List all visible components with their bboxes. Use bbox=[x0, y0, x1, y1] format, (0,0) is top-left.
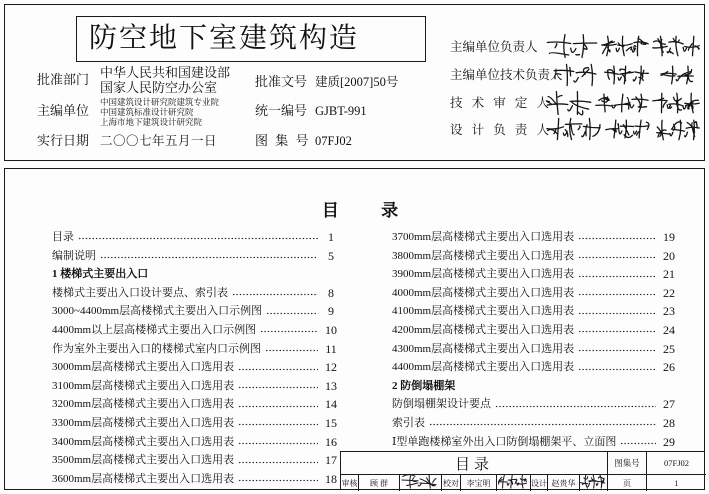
toc-entry bbox=[52, 470, 342, 489]
dot-leader bbox=[578, 265, 656, 284]
toc-entry bbox=[392, 340, 680, 359]
toc-page-number: 9 bbox=[328, 304, 334, 319]
chief-editor-label: 主编单位 bbox=[37, 103, 90, 118]
toc-entry-title: 3100mm层高楼梯式主要出入口选用表 bbox=[52, 379, 235, 392]
toc-entry-title: 1 楼梯式主要出入口 bbox=[52, 268, 149, 281]
toc-page-number: 27 bbox=[663, 397, 675, 412]
atlas-title: 防空地下室建筑构造 bbox=[89, 23, 360, 54]
toc-entry bbox=[392, 228, 680, 247]
atlas-no-label: 图 集 号 bbox=[255, 133, 309, 148]
atlas-no-value: 07FJ02 bbox=[646, 452, 706, 474]
approval-no-label: 批准文号 bbox=[255, 74, 308, 89]
signature bbox=[546, 117, 601, 141]
toc-entry-title: 3900mm层高楼梯式主要出入口选用表 bbox=[392, 268, 575, 281]
toc-entry bbox=[392, 414, 680, 433]
toc-entry-title: 3200mm层高楼梯式主要出入口选用表 bbox=[52, 398, 235, 411]
dot-leader bbox=[578, 358, 656, 377]
toc-page-number: 8 bbox=[328, 285, 334, 300]
designer-name: 赵贵华 bbox=[547, 474, 579, 491]
toc-entry-title: 防倒塌棚架设计要点 bbox=[392, 398, 491, 411]
approval-no-value: 建质[2007]50号 bbox=[315, 75, 399, 89]
toc-entry-title: 4400mm层高楼梯式主要出入口选用表 bbox=[392, 361, 575, 374]
toc-entry bbox=[52, 321, 342, 340]
toc-entry-title: 目录 bbox=[52, 231, 74, 243]
signature-stroke bbox=[653, 36, 699, 55]
toc-page-number: 22 bbox=[663, 285, 675, 300]
dot-leader bbox=[578, 340, 656, 359]
toc-section-heading bbox=[392, 377, 680, 396]
signature-stroke bbox=[661, 66, 693, 84]
dot-leader bbox=[238, 433, 318, 452]
reviewer-label: 审核 bbox=[341, 474, 358, 491]
toc-entry-title: 3600mm层高楼梯式主要出入口选用表 bbox=[52, 472, 235, 485]
toc-entry-title: 4100mm层高楼梯式主要出入口选用表 bbox=[392, 305, 575, 318]
toc-page-number: 17 bbox=[325, 453, 337, 468]
toc-page-number: 5 bbox=[328, 248, 334, 263]
toc-entry bbox=[52, 377, 342, 396]
signature bbox=[660, 65, 694, 85]
toc-entry bbox=[52, 358, 342, 377]
toc-entry bbox=[392, 395, 680, 414]
signature bbox=[553, 63, 597, 87]
toc-page-number: 26 bbox=[663, 360, 675, 375]
toc-entry bbox=[392, 247, 680, 266]
signature bbox=[546, 90, 592, 116]
toc-page-number: 14 bbox=[325, 397, 337, 412]
toc-entry-title: 3000mm层高楼梯式主要出入口选用表 bbox=[52, 361, 235, 374]
toc-entry-title: 4300mm层高楼梯式主要出入口选用表 bbox=[392, 342, 575, 355]
signature bbox=[498, 474, 527, 489]
atlas-no-value: 07FJ02 bbox=[315, 134, 352, 148]
toc-entry-title: 3500mm层高楼梯式主要出入口选用表 bbox=[52, 454, 235, 467]
toc-entry bbox=[392, 321, 680, 340]
toc-page-number: 20 bbox=[663, 248, 675, 263]
toc-section-heading bbox=[52, 265, 342, 284]
signature-stroke bbox=[498, 475, 526, 488]
signature bbox=[656, 119, 700, 141]
signature-stroke bbox=[657, 120, 700, 139]
toc-entry bbox=[52, 433, 342, 452]
toc-entry-title: 索引表 bbox=[392, 416, 425, 429]
toc-entry bbox=[392, 302, 680, 321]
responsible-role-label: 主编单位负责人 bbox=[450, 40, 538, 54]
toc-page-number: 25 bbox=[663, 341, 675, 356]
toc-entry bbox=[52, 228, 342, 247]
toc-page-number: 16 bbox=[325, 434, 337, 449]
toc-entry bbox=[52, 284, 342, 303]
signature-stroke bbox=[546, 92, 590, 115]
toc-entry-title: 4200mm层高楼梯式主要出入口选用表 bbox=[392, 323, 575, 336]
page-number: 1 bbox=[646, 474, 706, 491]
signature-stroke bbox=[547, 118, 600, 139]
dot-leader bbox=[578, 247, 656, 266]
checker-label: 校对 bbox=[441, 474, 460, 491]
dot-leader bbox=[238, 451, 318, 470]
signature bbox=[580, 474, 605, 489]
signature-stroke bbox=[605, 66, 649, 84]
toc-page-number: 23 bbox=[663, 304, 675, 319]
dot-leader bbox=[238, 395, 318, 414]
unified-no-label: 统一编号 bbox=[255, 103, 308, 118]
dot-leader bbox=[578, 228, 656, 247]
signature bbox=[595, 93, 649, 113]
toc-page-number: 1 bbox=[328, 230, 334, 244]
designer-label: 设计 bbox=[530, 474, 547, 491]
toc-entry bbox=[52, 247, 342, 266]
signature bbox=[652, 92, 700, 114]
toc-entry-title: 2 防倒塌棚架 bbox=[392, 379, 456, 392]
signature-stroke bbox=[402, 475, 436, 489]
toc-entry-title: 3300mm层高楼梯式主要出入口选用表 bbox=[52, 416, 235, 429]
dot-leader bbox=[238, 414, 318, 433]
dot-leader bbox=[578, 302, 656, 321]
dot-leader bbox=[578, 321, 656, 340]
dot-leader bbox=[232, 284, 318, 303]
dot-leader bbox=[238, 470, 318, 489]
toc-entry bbox=[392, 284, 680, 303]
signature bbox=[546, 33, 598, 59]
toc-entry-title: 3000~4400mm层高楼梯式主要出入口示例图 bbox=[52, 305, 263, 318]
toc-entry bbox=[52, 414, 342, 433]
toc-entry-title: Ⅰ型单跑楼梯室外出入口防倒塌棚架平、立面图 bbox=[392, 435, 617, 448]
toc-page-number: 21 bbox=[663, 267, 675, 282]
toc-entry bbox=[52, 451, 342, 470]
dot-leader bbox=[578, 284, 656, 303]
signature bbox=[601, 35, 649, 57]
toc-entry-title: 4000mm层高楼梯式主要出入口选用表 bbox=[392, 286, 575, 299]
dot-leader bbox=[100, 247, 318, 266]
sheet-title: 目录 bbox=[454, 456, 493, 473]
chief-editor-unit-line: 上海市地下建筑设计研究院 bbox=[100, 117, 203, 127]
toc-page-number: 29 bbox=[663, 434, 675, 449]
page-label: 页 bbox=[607, 474, 646, 491]
dot-leader bbox=[238, 358, 318, 377]
atlas-no-label: 图集号 bbox=[607, 452, 646, 474]
signature-stroke bbox=[596, 94, 648, 112]
toc-entry-title: 编制说明 bbox=[52, 249, 96, 262]
responsible-role-label: 主编单位技术负责人 bbox=[450, 68, 563, 82]
signature-stroke bbox=[554, 64, 596, 85]
title-box bbox=[76, 16, 426, 62]
signature bbox=[652, 35, 700, 57]
dot-leader bbox=[238, 377, 318, 396]
toc-page-number: 15 bbox=[325, 415, 337, 430]
toc-page-number: 12 bbox=[325, 360, 337, 375]
toc-entry-title: 楼梯式主要出入口设计要点、索引表 bbox=[52, 286, 228, 299]
unified-no-value: GJBT-991 bbox=[315, 104, 367, 118]
signature bbox=[605, 119, 649, 139]
chief-editor-unit-line: 中国建筑设计研究院建筑专业院 bbox=[100, 97, 220, 107]
toc-entry bbox=[392, 358, 680, 377]
toc-page-number: 11 bbox=[325, 341, 337, 356]
approval-dept-line: 国家人民防空办公室 bbox=[100, 80, 218, 95]
toc-page-number: 10 bbox=[325, 322, 337, 337]
toc-entry bbox=[392, 265, 680, 284]
dot-leader bbox=[620, 433, 656, 452]
approval-dept-label: 批准部门 bbox=[37, 72, 90, 87]
effective-date-value: 二〇〇七年五月一日 bbox=[100, 134, 218, 148]
responsible-role-label: 设 计 负 责 人 bbox=[450, 123, 550, 137]
signature bbox=[604, 65, 649, 85]
reviewer-name: 顾 群 bbox=[358, 474, 399, 491]
dot-leader bbox=[266, 302, 318, 321]
toc-entry bbox=[52, 340, 342, 359]
dot-leader bbox=[265, 340, 318, 359]
signature-stroke bbox=[602, 36, 648, 55]
effective-date-label: 实行日期 bbox=[37, 133, 90, 148]
toc-entry bbox=[52, 395, 342, 414]
dot-leader bbox=[78, 228, 318, 247]
toc-heading: 目 录 bbox=[321, 201, 399, 220]
toc-left-column bbox=[52, 228, 342, 488]
chief-editor-unit-line: 中国建筑标准设计研究院 bbox=[100, 107, 194, 117]
signature-stroke bbox=[580, 475, 604, 488]
responsible-role-label: 技 术 审 定 人 bbox=[450, 96, 550, 110]
toc-page-number: 13 bbox=[325, 378, 337, 393]
dot-leader bbox=[429, 414, 656, 433]
toc-page-number: 18 bbox=[325, 471, 337, 486]
toc-entry bbox=[392, 433, 680, 452]
signature-stroke bbox=[653, 93, 699, 112]
toc-right-column bbox=[392, 228, 680, 451]
toc-entry-title: 作为室外主要出入口的楼梯式室内口示例图 bbox=[52, 342, 261, 355]
toc-entry-title: 3700mm层高楼梯式主要出入口选用表 bbox=[392, 231, 575, 243]
toc-entry-title: 3800mm层高楼梯式主要出入口选用表 bbox=[392, 249, 575, 262]
approval-dept-line: 中华人民共和国建设部 bbox=[100, 65, 231, 80]
dot-leader bbox=[260, 321, 318, 340]
toc-page-number: 24 bbox=[663, 322, 675, 337]
toc-entry-title: 4400mm以上层高楼梯式主要出入口示例图 bbox=[52, 323, 257, 336]
toc-page-number: 19 bbox=[663, 230, 675, 244]
toc-entry bbox=[52, 302, 342, 321]
toc-entry-title: 3400mm层高楼梯式主要出入口选用表 bbox=[52, 435, 235, 448]
checker-name: 李宝明 bbox=[460, 474, 496, 491]
signature-stroke bbox=[547, 35, 596, 58]
toc-page-number: 28 bbox=[663, 415, 675, 430]
signature bbox=[401, 474, 437, 489]
signature-stroke bbox=[606, 120, 649, 138]
dot-leader bbox=[495, 395, 656, 414]
